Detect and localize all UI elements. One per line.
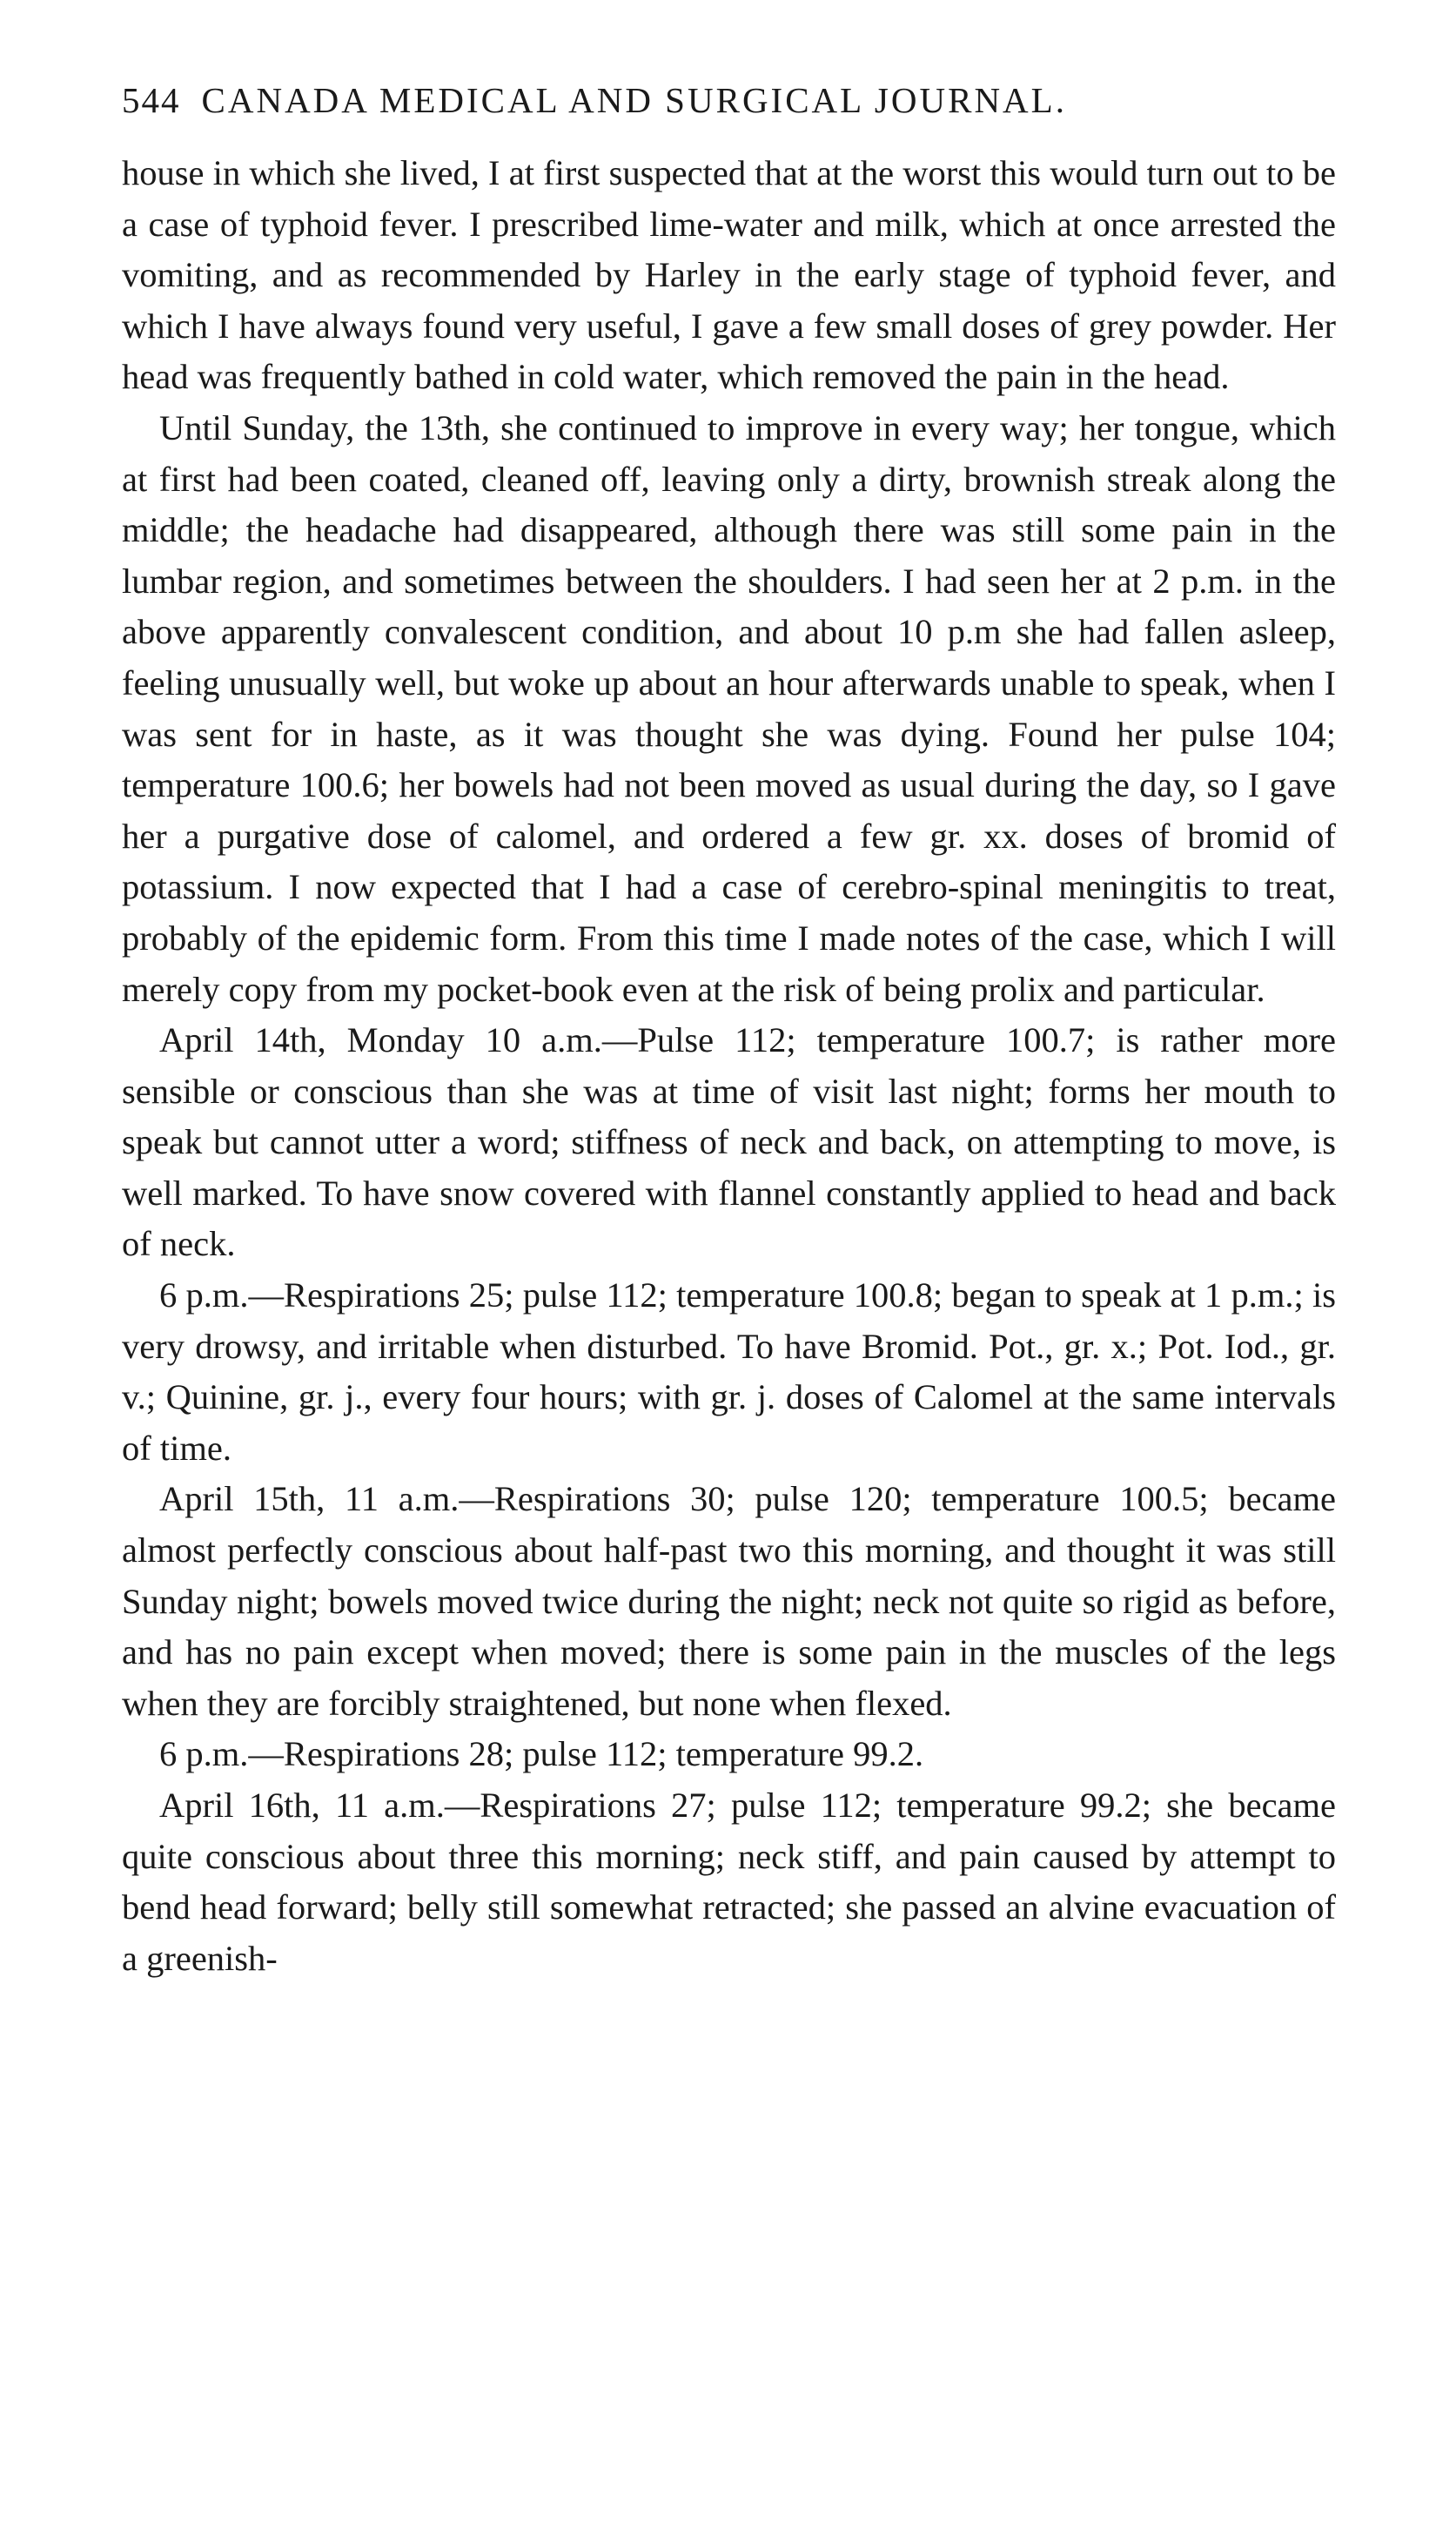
paragraph-april-15-morning: April 15th, 11 a.m.—Respirations 30; pulse 120; temperature 100.5; became almost perfectly conscious about half-past two this morning, and thought it was still Sunday night; bowels moved twice during the night; neck not quite so rigid as before, and has no pain except when moved; there is some pain in the muscles of the legs when they are forcibly straightened, but none when flexed. — [122, 1479, 1336, 1723]
paragraph-april-14-evening: 6 p.m.—Respirations 25; pulse 112; temperature 100.8; began to speak at 1 p.m.; is very drowsy, and irritable when disturbed. To have Bromid. Pot., gr. x.; Pot. Iod., gr. v.; Quinine, gr. j., every four hours; with gr. j. doses of Calomel at the same intervals of time. — [122, 1275, 1336, 1468]
running-head — [122, 80, 1336, 120]
journal-title: CANADA MEDICAL AND SURGICAL JOURNAL. — [201, 80, 1067, 120]
paragraph-april-15-evening: 6 p.m.—Respirations 28; pulse 112; temperature 99.2. — [159, 1734, 924, 1774]
journal-page — [122, 80, 1336, 1984]
paragraph-april-16-morning: April 16th, 11 a.m.—Respirations 27; pulse 112; temperature 99.2; she became quite conscious about three this morning; neck stiff, and pain caused by attempt to bend head forward; belly still somewhat retracted; she passed an alvine evacuation of a greenish- — [122, 1786, 1336, 1978]
page-number: 544 — [122, 80, 181, 120]
paragraph-sunday-relapse: Until Sunday, the 13th, she continued to improve in every way; her tongue, which at first had been coated, cleaned off, leaving only a dirty, brownish streak along the middle; the headache had disappeared, although there was still some pain in the lumbar region, and sometimes between the shoulders. I had seen her at 2 p.m. in the above apparently convalescent condition, and about 10 p.m she had fallen asleep, feeling unusually well, but woke up about an hour afterwards unable to speak, when I was sent for in haste, as it was thought she was dying. Found her pulse 104; temperature 100.6; her bowels had not been moved as usual during the day, so I gave her a purgative dose of calomel, and ordered a few gr. xx. doses of bromid of potassium. I now expected that I had a case of cerebro-spinal meningitis to treat, probably of the epidemic form. From this time I made notes of the case, which I will merely copy from my pocket-book even at the risk of being prolix and particular. — [122, 407, 1336, 1009]
paragraph-continuation: house in which she lived, I at first suspected that at the worst this would turn out to be a case of typhoid fever. I prescribed lime-water and milk, which at once arrested the vomiting, and as recommended by Harley in the early stage of typhoid fever, and which I have always found very useful, I gave a few small doses of grey powder. Her head was frequently bathed in cold water, which removed the pain in the head. — [122, 153, 1336, 397]
article-body — [122, 148, 1336, 1984]
paragraph-april-14-morning: April 14th, Monday 10 a.m.—Pulse 112; temperature 100.7; is rather more sensible or conscious than she was at time of visit last night; forms her mouth to speak but cannot utter a word; stiffness of neck and back, on attempting to move, is well marked. To have snow covered with flannel constantly applied to head and back of neck. — [122, 1020, 1336, 1264]
